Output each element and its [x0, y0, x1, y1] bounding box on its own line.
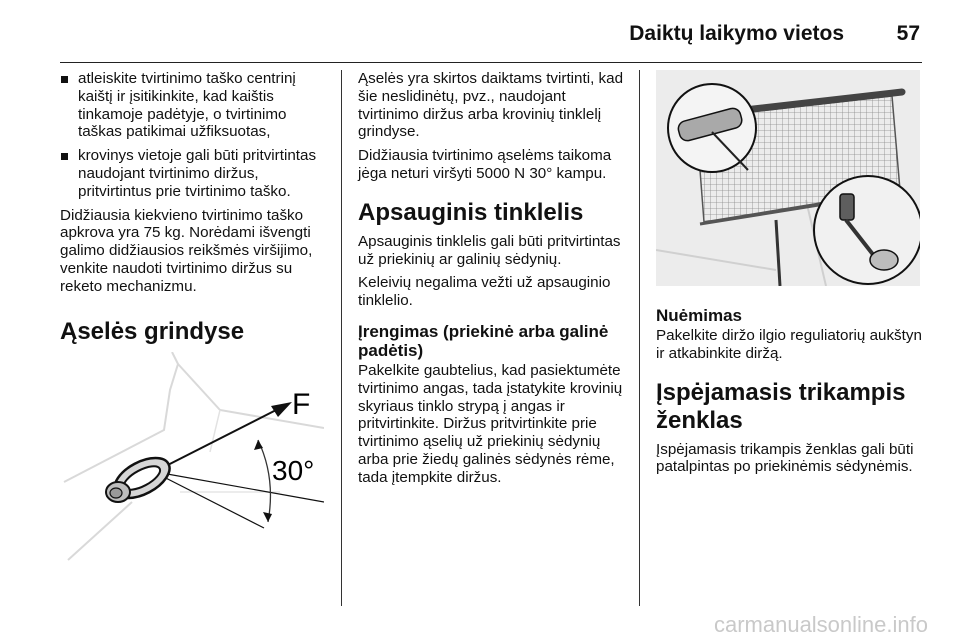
header-title: Daiktų laikymo vietos [629, 22, 844, 45]
safety-net-figure [656, 70, 920, 286]
column-divider [639, 70, 640, 606]
bullet-square-icon [61, 153, 68, 160]
paragraph-max-force: Didžiausia tvirtinimo ąselėms taikoma jėga neturi viršyti 5000 N 30° kampu. [358, 147, 612, 182]
bullet-text: krovinys vietoje gali būti pritvirtintas naudojant tvirtinimo diržus, pritvirtintus prie tvirtinimo taško. [78, 147, 317, 200]
column-right [656, 70, 924, 482]
heading-safety-net: Apsauginis tinklelis [358, 198, 584, 226]
bullet-item [60, 70, 324, 141]
bullet-text: atleiskite tvirtinimo taško centrinį kaištį ir įsitikinkite, kad kaištis tinkamoje padėtyje, o tvirtinimo taškas patikimai užfiksuotas, [78, 70, 296, 141]
angle-label: 30° [272, 454, 315, 486]
bullet-square-icon [61, 76, 68, 83]
paragraph-removal: Pakelkite diržo ilgio reguliatorių aukštyn ir atkabinkite diržą. [656, 327, 922, 362]
tie-down-ring-figure [60, 352, 324, 566]
column-left [60, 70, 324, 566]
bullet-item [60, 147, 324, 200]
force-label: F [292, 387, 311, 421]
subheading-removal: Nuėmimas [656, 306, 742, 325]
paragraph-no-passengers: Keleivių negalima vežti už apsauginio tinklelio. [358, 274, 611, 310]
subheading-installation: Įrengimas (priekinė arba galinė padėtis) [358, 321, 609, 360]
page-header [60, 14, 922, 63]
paragraph-net-position: Apsauginis tinklelis gali būti pritvirtintas už priekinių ar galinių sėdynių. [358, 232, 621, 268]
detail-circle-right [814, 176, 920, 284]
column-divider [341, 70, 342, 606]
paragraph-max-load: Didžiausia kiekvieno tvirtinimo taško apkrova yra 75 kg. Norėdami išvengti galimo didžiausios reikšmės viršijimo, venkite naudoti tvirtinimo diržus su reketo mechanizmu. [60, 206, 313, 295]
watermark: carmanualsonline.info [713, 612, 928, 637]
force-arrow-head [271, 402, 292, 417]
paragraph-installation: Pakelkite gaubtelius, kad pasiektumėte tvirtinimo angas, tada įstatykite krovinių skyriaus tinklo strypą į angas ir pritvirtinkite. Diržus pritvirtinkite prie tvirtinimo ąselių už priekinių sėdynių arba prie žiedų galinės sėdynės rėme, tada įtempkite diržus. [358, 361, 623, 486]
heading-floor-rings: Ąselės grindyse [60, 317, 245, 345]
page-number: 57 [896, 22, 920, 45]
heading-warning-triangle: Įspėjamasis trikampis ženklas [656, 378, 906, 434]
column-middle [358, 70, 624, 493]
paragraph-rings-purpose: Ąselės yra skirtos daiktams tvirtinti, kad šie neslidinėtų, pvz., naudojant tvirtinimo diržus arba krovinių tinklelį grindyse. [358, 70, 624, 141]
tie-down-ring-icon [106, 449, 176, 505]
paragraph-warning-triangle: Įspėjamasis trikampis ženklas gali būti patalpintas po priekinėmis sėdynėmis. [656, 440, 914, 476]
